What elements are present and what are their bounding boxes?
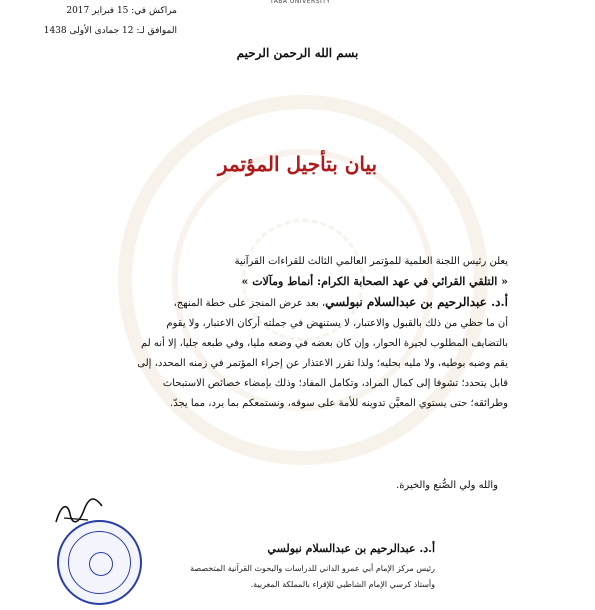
closing-phrase: والله ولي الصُّنع والخيرة. — [396, 480, 498, 491]
body-line: وطرائقه؛ حتى يستوي المعيَّن تدوينه للأمة على سوقه، ونستمعكم بما يرد، مما يجدّ. — [170, 398, 508, 409]
body-line: قابل يتحدد؛ تشوفا إلى كمال المراد، وتكامل المفاد؛ وذلك بإمضاء خصائص الاستبحاث — [162, 378, 508, 389]
signatory-name: أ.د. عبدالرحيم بن عبدالسلام نبولسي — [267, 542, 435, 555]
author-name-inline: أ.د. عبدالرحيم بن عبدالسلام نبولسي — [325, 295, 508, 309]
body-line: بالتضايف المطلوب لجيرة الحوار، وإن كان بعضه في وضعه مليا، وفي طبعه جليا، إلا أنه لم — [140, 338, 508, 349]
signatory-role: وأستاذ كرسي الإمام الشاطبي للإقراء بالمملكة المغربية. — [250, 580, 435, 589]
announcement-body — [104, 252, 508, 414]
university-name: TABA UNIVERSITY — [270, 0, 331, 5]
stamp-emblem — [89, 552, 113, 576]
body-line: يقم وضبه بوطيه، ولا مليه بحليه؛ ولذا تقرر الاعتذار عن إجراء المؤتمر في زمنه المحدد، إلى — [137, 358, 508, 369]
body-line-continuation: ، بعد عرض المنجز على خطة المنهج، — [173, 298, 326, 309]
basmala: بسم الله الرحمن الرحيم — [236, 46, 359, 60]
body-line — [104, 292, 508, 314]
body-line: أن ما حظي من ذلك بالقبول والاعتبار، لا يستنهض في جملته أركان الاعتبار، ولا يقوم — [166, 318, 508, 329]
gregorian-date: مراكش في: 15 فبراير 2017 — [66, 6, 177, 16]
letterhead — [0, 0, 595, 40]
document-title: بيان بتأجيل المؤتمر — [217, 152, 378, 176]
signature-block — [175, 542, 435, 589]
hijri-date: الموافق لـ: 12 جمادى الأولى 1438 — [43, 26, 177, 36]
body-line: يعلن رئيس اللجنة العلمية للمؤتمر العالمي الثالث للقراءات القرآنية — [234, 256, 508, 267]
signatory-role: رئيس مركز الإمام أبي عمرو الداني للدراسات والبحوث القرآنية المتخصصة — [190, 564, 435, 573]
conference-name: « التلقي القرائي في عهد الصحابة الكرام: أنماط ومآلات » — [241, 275, 508, 288]
official-stamp — [57, 520, 142, 605]
